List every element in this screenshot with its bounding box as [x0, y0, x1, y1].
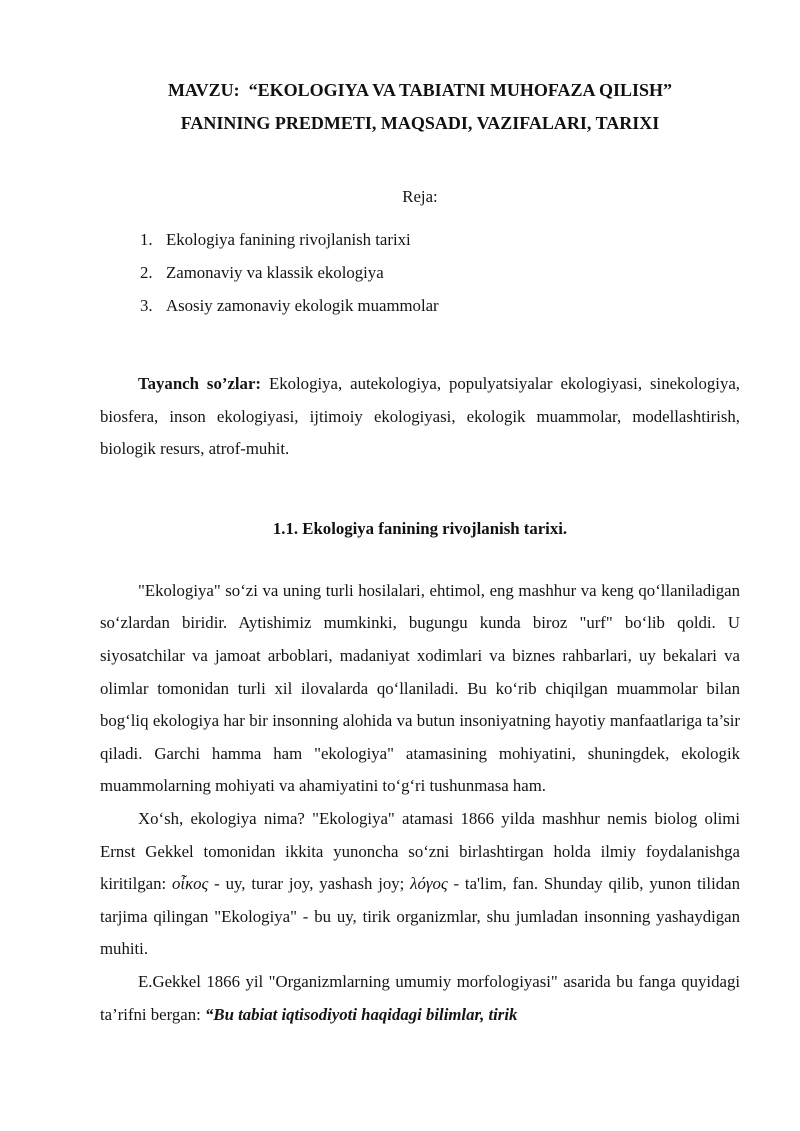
section-heading: 1.1. Ekologiya fanining rivojlanish tarixi. [272, 518, 568, 538]
document-title [100, 74, 740, 140]
text-run: Xoʻsh, ekologiya nima? "Ekologiya" atamasi 1866 yilda mashhur nemis biolog olimi Ernst Gekkel tomonidan ikkita yunoncha soʻzni birlashtirgan holda ilmiy foydalanishga kiritilgan: [100, 808, 740, 894]
greek-term-logos: λόγος [410, 874, 448, 894]
plan-item-number: 2. [140, 263, 153, 282]
keywords-paragraph [100, 368, 740, 466]
plan-item [140, 289, 740, 322]
greek-term-oikos: οἶκος [172, 874, 209, 894]
text-run: - ta'lim, fan. Shunday qilib, yunon tilidan tarjima qilingan "Ekologiya" - bu uy, tirik organizmlar, shu jumladan insonning yashaydigan muhiti. [100, 874, 740, 959]
plan-item-text: Asosiy zamonaviy ekologik muammolar [166, 296, 439, 315]
text-run: E.Gekkel 1866 yil "Organizmlarning umumiy morfologiyasi" asarida bu fanga quyidagi ta’rifni bergan: [100, 971, 740, 1024]
keywords-text: Ekologiya, autekologiya, populyatsiyalar ekologiyasi, sinekologiya, biosfera, inson ekologiyasi, ijtimoiy ekologiyasi, ekologik muammolar, modellashtirish, biologik resurs, atrof-muhit. [100, 374, 740, 459]
plan-item-text: Zamonaviy va klassik ekologiya [166, 263, 384, 282]
plan-item-text: Ekologiya fanining rivojlanish tarixi [166, 230, 411, 249]
text-run: - uy, turar joy, yashash joy; [208, 874, 411, 894]
paragraph-3 [100, 966, 740, 1031]
paragraph-1 [100, 575, 740, 803]
keywords-label: Tayanch so’zlar: [138, 374, 261, 393]
title-line-2: FANINING PREDMETI, MAQSADI, VAZIFALARI, TARIXI [180, 113, 660, 133]
plan-item-number: 1. [140, 230, 153, 249]
plan-heading: Reja: [402, 187, 438, 206]
plan-list [100, 223, 740, 322]
definition-quote: “Bu tabiat iqtisodiyoti haqidagi bilimlar, tirik [205, 1004, 518, 1024]
plan-item [140, 256, 740, 289]
text-run: "Ekologiya" soʻzi va uning turli hosilalari, ehtimol, eng mashhur va keng qoʻllaniladigan soʻzlardan biridir. Aytishimiz mumkinki, bugungu kunda biroz "urf" boʻlib qoldi. U siyosatchilar va jamoat arboblari, madaniyat xodimlari va biznes rahbarlari, uy bekalari va olimlar tomonidan turli xil ilovalarda qoʻllaniladi. Bu koʻrib chiqilgan muammolar bilan bogʻliq ekologiya har bir insonning alohida va butun insoniyatning hayotiy manfaatlariga ta’sir qiladi. Garchi hamma ham "ekologiya" atamasining mohiyatini, shuningdek, ekologik muammolarning mohiyati va ahamiyatini toʻgʻri tushunmasa ham. [100, 580, 740, 796]
title-line-1: MAVZU: “EKOLOGIYA VA TABIATNI MUHOFAZA QILISH” [167, 80, 673, 100]
plan-item-number: 3. [140, 296, 153, 315]
plan-item [140, 223, 740, 256]
paragraph-2 [100, 803, 740, 966]
